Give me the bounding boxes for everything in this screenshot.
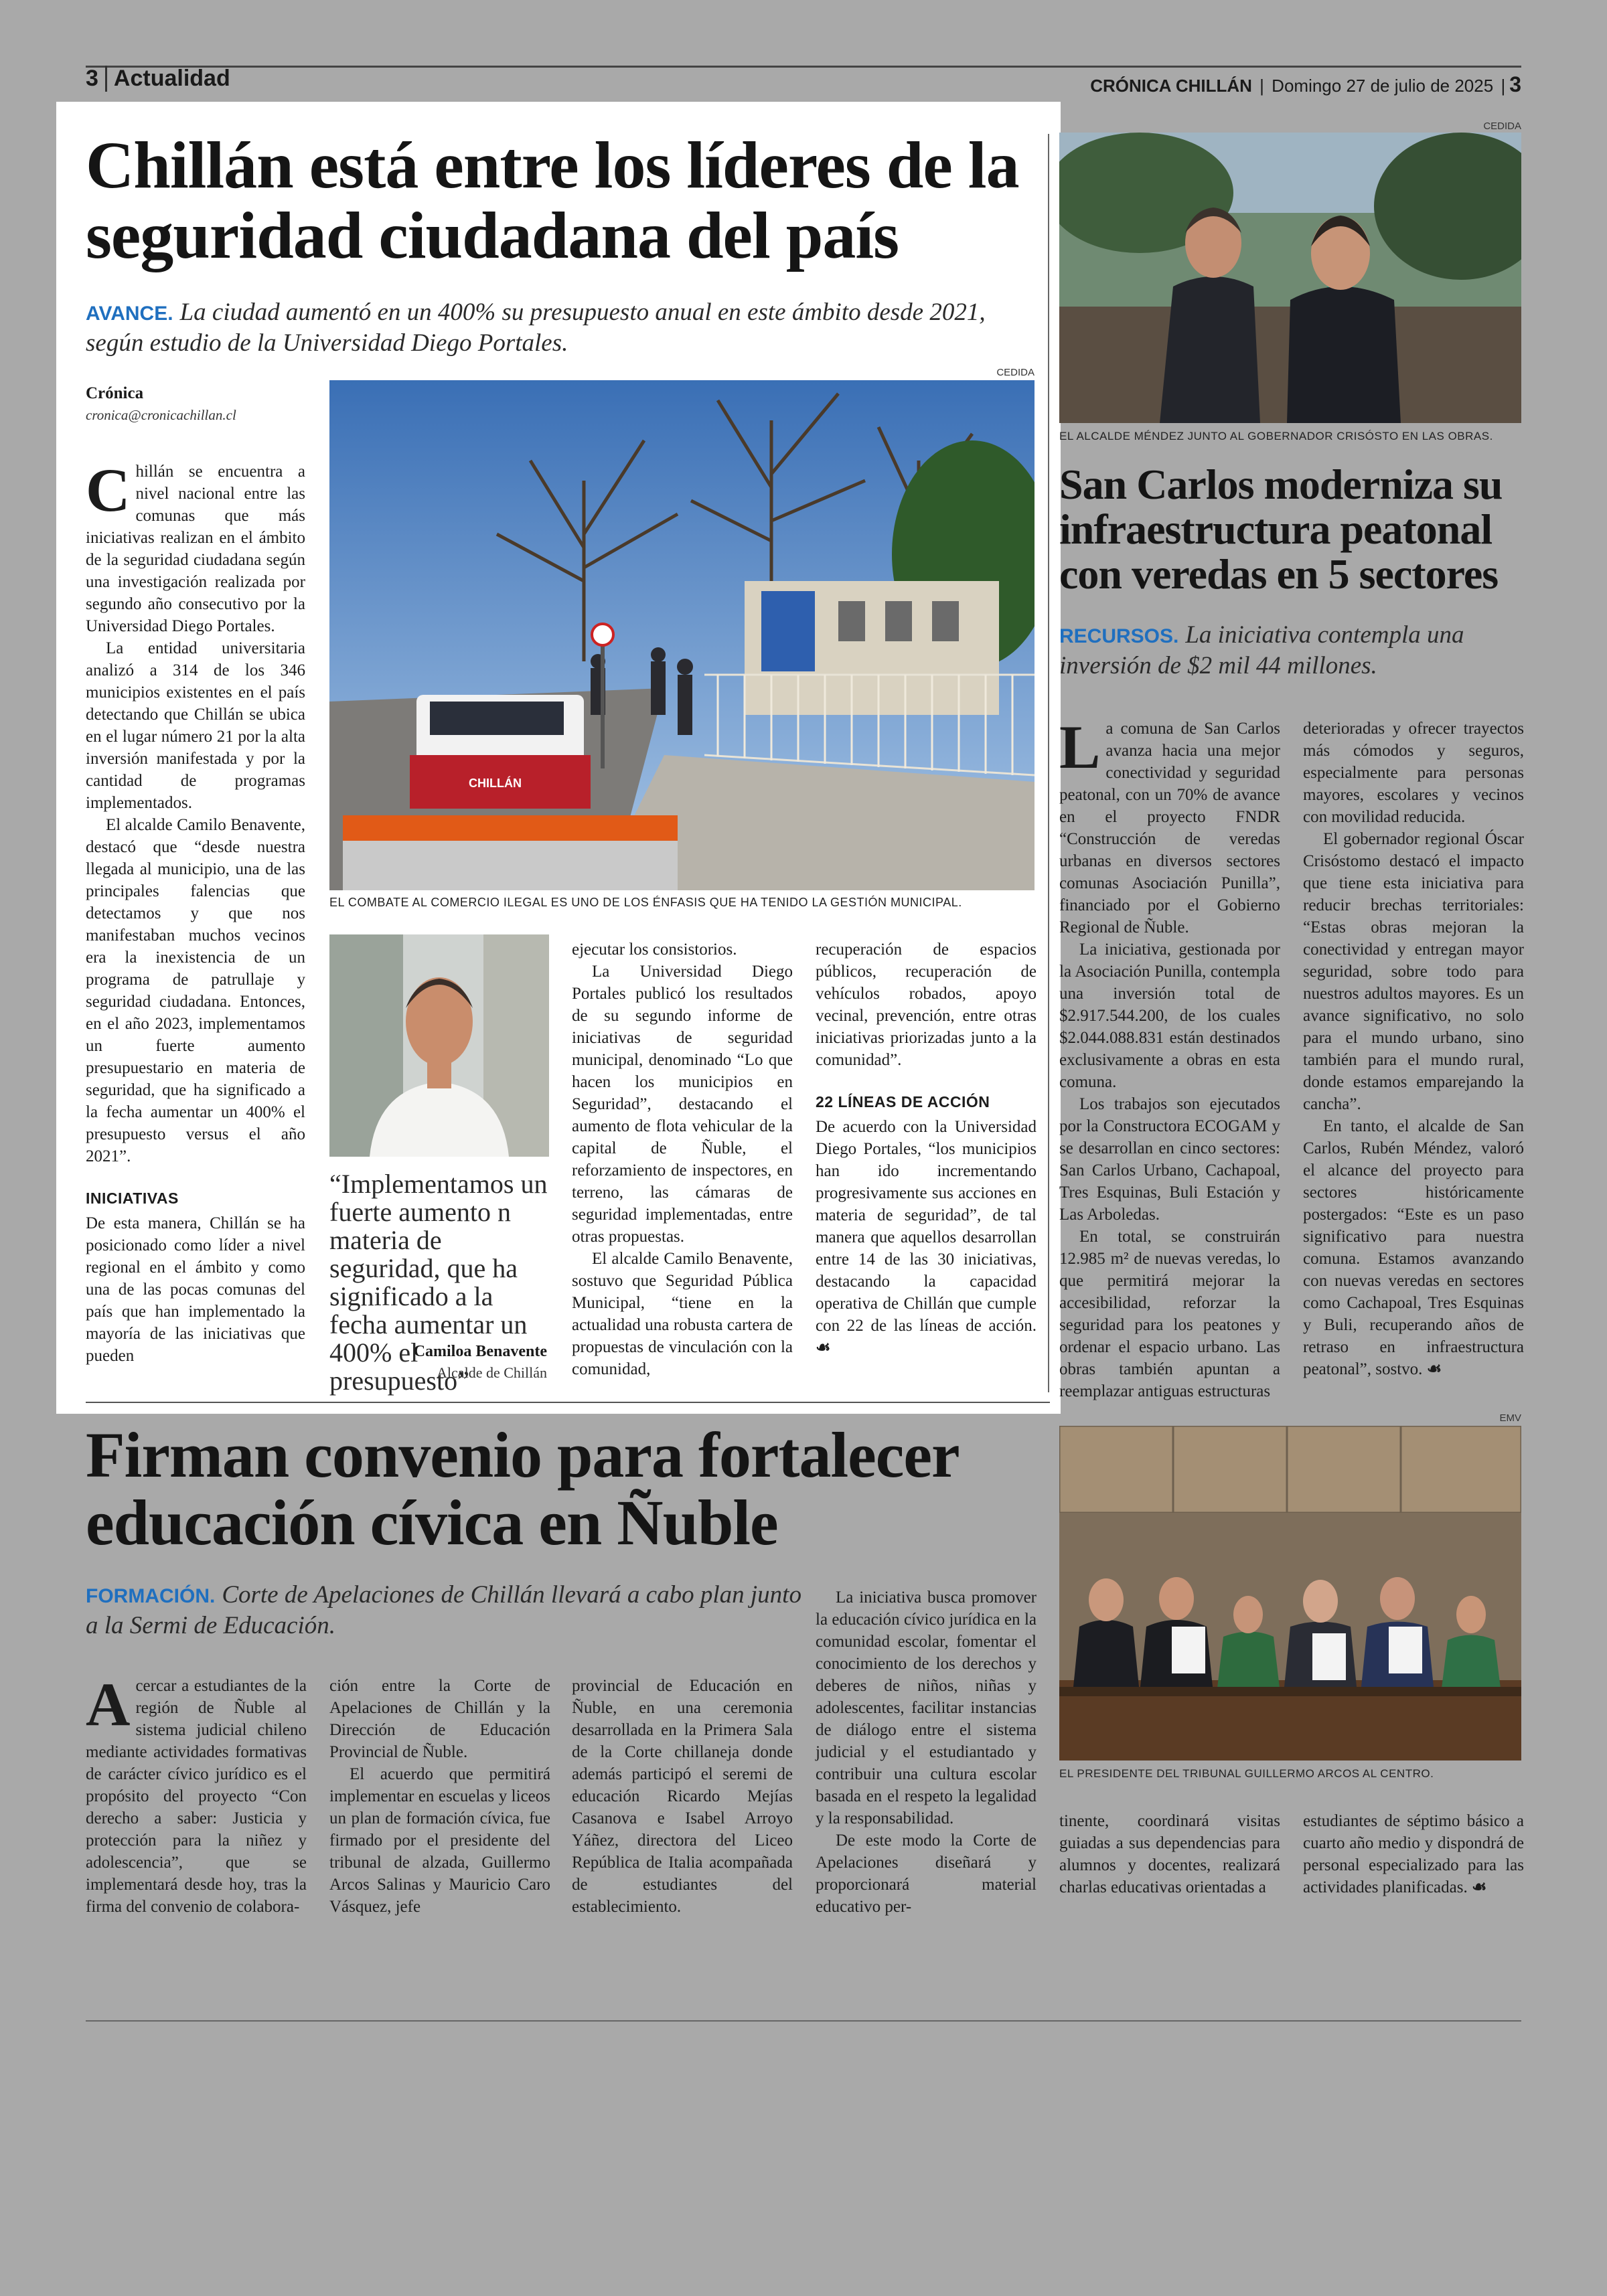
article2-paragraph: La iniciativa, gestionada por la Asociación Punilla, contempla una inversión total de $2.917.544.200, de los cuales $2.044.088.831 están destinados exclusivamente a obras en esta comuna. bbox=[1059, 940, 1280, 1091]
portrait-image bbox=[329, 934, 549, 1157]
article1-bottom-rule bbox=[86, 1402, 1050, 1403]
newspaper-name: CRÓNICA CHILLÁN bbox=[1090, 76, 1252, 96]
article1-paragraph: De esta manera, Chillán se ha posicionado como líder a nivel regional en el ámbito y como una de las pocas comunas del país que han implementado la mayoría de las iniciativas que pueden bbox=[86, 1214, 305, 1365]
page-bottom-rule bbox=[86, 2020, 1521, 2022]
article2-subhead-text: La iniciativa contempla una inversión de $2 mil 44 millones. bbox=[1059, 621, 1464, 680]
article3-photo[interactable] bbox=[1059, 1426, 1521, 1760]
article3-column-5 bbox=[1059, 1810, 1280, 1898]
article1-headline[interactable]: Chillán está entre los líderes de la seguridad ciudadana del país bbox=[86, 128, 1019, 272]
article1-right-rule bbox=[1048, 134, 1049, 1392]
article3-paragraph: provincial de Educación en Ñuble, en una ceremonia desarrollada en la Primera Sala de la Corte chillaneja donde además participó el seremi de educación Ricardo Mejías Casanova e Isabel Arroyo Yáñez, directora del Liceo República de Italia acompañada de estudiantes del establecimiento. bbox=[572, 1677, 793, 1916]
pull-quote-role: Alcalde de Chillán bbox=[437, 1364, 547, 1381]
article2-column-2 bbox=[1303, 718, 1524, 1380]
article1-paragraph: hillán se encuentra a nivel nacional entre las comunas que más iniciativas realizan en el ámbito de la seguridad ciudadana según una investigación realizada por segundo año consecutivo por la Universidad Diego Portales. bbox=[86, 463, 305, 635]
article3-photo-caption: EL PRESIDENTE DEL TRIBUNAL GUILLERMO ARCOS AL CENTRO. bbox=[1059, 1767, 1434, 1780]
article2-paragraph: deterioradas y ofrecer trayectos más cómodos y seguros, especialmente para personas mayores, escolares y vecinos con movilidad reducida. bbox=[1303, 720, 1524, 826]
article3-photo-credit: EMV bbox=[1499, 1412, 1521, 1424]
signing-ceremony-image bbox=[1059, 1426, 1521, 1760]
article3-kicker: FORMACIÓN. bbox=[86, 1585, 216, 1607]
article2-paragraph: En total, se construirán 12.985 m² de nuevas veredas, lo que permitirá mejorar la accesibilidad, reforzar la seguridad para los peatones y ordenar el espacio urbano. Las obras también apuntan a reemplazar antiguas estructuras bbox=[1059, 1228, 1280, 1400]
article2-paragraph: En tanto, el alcalde de San Carlos, Rubén Méndez, valoró el alcance del proyecto para sectores históricamente postergados: “Este es un paso significativo para nuestra comuna. Estamos avanzando con nuevas veredas en sectores como Cachapoal, Tres Esquinas y Buli, recuperando años de retraso en infraestructura peatonal”, sostvo. bbox=[1303, 1117, 1524, 1378]
article1-photo-credit: CEDIDA bbox=[996, 367, 1035, 378]
article1-subheading-lineas: 22 LÍNEAS DE ACCIÓN bbox=[816, 1093, 990, 1111]
issue-date: Domingo 27 de julio de 2025 bbox=[1272, 76, 1494, 96]
page-header-right: CRÓNICA CHILLÁN | Domingo 27 de julio de 2025 | 3 bbox=[1090, 72, 1521, 96]
article3-paragraph: De este modo la Corte de Apelaciones diseñará y proporcionará material educativo per- bbox=[816, 1831, 1037, 1916]
article1-paragraph: El alcalde Camilo Benavente, sostuvo que Seguridad Pública Municipal, “tiene en la actualidad una robusta cartera de propuestas de vinculación con la comunidad, bbox=[572, 1250, 793, 1378]
article1-subhead-text: La ciudad aumentó en un 400% su presupuesto anual en este ámbito desde 2021, según estudio de la Universidad Diego Portales. bbox=[86, 299, 986, 357]
article1-subhead bbox=[86, 297, 1037, 359]
article2-headline[interactable]: San Carlos moderniza su infraestructura peatonal con veredas en 5 sectores bbox=[1059, 461, 1503, 598]
officials-site-image bbox=[1059, 133, 1521, 423]
pull-quote-name: Camiloa Benavente bbox=[413, 1343, 547, 1360]
mayor-portrait[interactable] bbox=[329, 934, 549, 1157]
article1-drop-cap: C bbox=[86, 456, 131, 524]
article3-column-1 bbox=[86, 1670, 307, 1918]
article1-column-4 bbox=[816, 938, 1037, 1359]
article1-column-3 bbox=[572, 938, 793, 1380]
article3-column-6 bbox=[1303, 1810, 1524, 1898]
article2-photo-credit: CEDIDA bbox=[1483, 120, 1521, 132]
article3-paragraph: cercar a estudiantes de la región de Ñuble al sistema judicial chileno mediante actividades formativas de carácter cívico jurídico es el propósito del proyecto “Con derecho a saber: Justicia y protección para la niñez y adolescencia”, que se implementará desde hoy, tras la firma del convenio de colabora- bbox=[86, 1677, 307, 1916]
header-rule bbox=[86, 66, 1521, 68]
article3-column-4 bbox=[816, 1586, 1037, 1918]
section-name: Actualidad bbox=[113, 66, 230, 91]
article3-column-3 bbox=[572, 1675, 793, 1918]
article2-paragraph: El gobernador regional Óscar Crisóstomo destacó el impacto que tiene esta iniciativa para reducir brechas territoriales: “Estas obras mejoran la conectividad y entregan mayor seguridad, sobre todo para nuestros adultos mayores. Es un avance significativo, no solo para el mundo urbano, sino también para el mundo rural, donde estamos empareјando la cancha”. bbox=[1303, 830, 1524, 1113]
article1-paragraph: ejecutar los consistorios. bbox=[572, 940, 737, 959]
article2-drop-cap: L bbox=[1059, 713, 1101, 781]
article3-drop-cap: A bbox=[86, 1670, 131, 1738]
article1-paragraph: recuperación de espacios públicos, recuperación de vehículos robados, apoyo vecinal, prevención, entre otras iniciativas priorizadas junto a la comunidad”. bbox=[816, 940, 1037, 1069]
truck-label: CHILLÁN bbox=[469, 776, 522, 790]
article1-paragraph: La entidad universitaria analizó a 314 de los 346 municipios existentes en el país detectando que Chillán se ubica en el lugar número 21 por la alta inversión manifestada y por la cantidad de programas implementados. bbox=[86, 639, 305, 812]
article3-column-2 bbox=[329, 1675, 550, 1918]
article3-paragraph: ción entre la Corte de Apelaciones de Chillán y la Dirección de Educación Provincial de Ñuble. bbox=[329, 1677, 550, 1761]
article1-paragraph: De acuerdo con la Universidad Diego Portales, “los municipios han ido incrementando progresivamente sus acciones en materia de seguridad”, de tal manera que aquellos desarrollan entre 14 de las 30 iniciativas, destacando la capacidad operativa de Chillán que cumple con 22 de las líneas de acción. bbox=[816, 1118, 1037, 1335]
article2-kicker: RECURSOS. bbox=[1059, 625, 1179, 647]
article3-paragraph: estudiantes de séptimo básico a cuarto año medio y dispondrá de personal especializado para las actividades planificadas. bbox=[1303, 1812, 1524, 1896]
page-header-left bbox=[86, 66, 230, 92]
article3-subhead bbox=[86, 1580, 809, 1642]
article2-column-1 bbox=[1059, 713, 1280, 1402]
page-number-left: 3 bbox=[86, 66, 107, 92]
article1-subheading-iniciativas: INICIATIVAS bbox=[86, 1190, 179, 1207]
pull-quote: “Implementamos un fuerte aumento n materia de seguridad, que ha significado a la fecha aumentar un 400% el presupuesto” bbox=[329, 1169, 548, 1396]
end-mark-icon: ☙ bbox=[1471, 1878, 1487, 1896]
article3-headline[interactable]: Firman convenio para fortalecer educación cívica en Ñuble bbox=[86, 1419, 958, 1558]
article3-paragraph: El acuerdo que permitirá implementar en escuelas y liceos un plan de formación cívica, fue firmado por el presidente del tribunal de alzada, Guillermo Arcos Salinas y Mauricio Caro Vásquez, jefe bbox=[329, 1765, 550, 1916]
article2-subhead bbox=[1059, 620, 1528, 682]
article1-photo-caption: EL COMBATE AL COMERCIO ILEGAL ES UNO DE LOS ÉNFASIS QUE HA TENIDO LA GESTIÓN MUNICIPAL. bbox=[329, 896, 962, 909]
article1-paragraph: El alcalde Camilo Benavente, destacó que “desde nuestra llegada al municipio, una de las principales falencias que detectamos y que nos manifestaban muchos vecinos era la inexistencia de un programa de patrullaje y seguridad ciudadana. Entonces, en el año 2023, implementamos un fuerte aumento presupuestario en materia de seguridad, que ha significado a la fecha aumentar un 400% el presupuesto versus el año 2021”. bbox=[86, 816, 305, 1165]
article1-column-1 bbox=[86, 456, 305, 1367]
byline-email[interactable]: cronica@cronicachillan.cl bbox=[86, 407, 236, 423]
article1-kicker: AVANCE. bbox=[86, 303, 173, 325]
article1-photo[interactable] bbox=[329, 380, 1035, 890]
article2-paragraph: a comuna de San Carlos avanza hacia una mejor conectividad y seguridad peatonal, con un 70% de avance en el proyecto FNDR “Construcción de veredas urbanas en diversos sectores comunas Asociación Punilla”, financiado por el Gobierno Regional de Ñuble. bbox=[1059, 720, 1280, 936]
end-mark-icon: ☙ bbox=[1426, 1360, 1442, 1378]
article2-paragraph: Los trabajos son ejecutados por la Constructora ECOGAM y se desarrollan en cinco sectores: San Carlos Urbano, Cachapoal, Tres Esquinas, Buli Estación y Las Arboledas. bbox=[1059, 1095, 1280, 1224]
byline: Crónica bbox=[86, 384, 144, 402]
article3-paragraph: tinente, coordinará visitas guiadas a sus dependencias para alumnos y docentes, realizará charlas educativas orientadas a bbox=[1059, 1812, 1280, 1896]
article3-paragraph: La iniciativa busca promover la educación cívico jurídica en la comunidad escolar, fomentar el conocimiento de los derechos y deberes de niños, niñas y adolescentes, facilitar instancias de diálogo entre el sistema judicial y el estudiantado y contribuir una cultura escolar basada en el respeto la legalidad y la responsabilidad. bbox=[816, 1588, 1037, 1827]
street-scene-image bbox=[329, 380, 1035, 890]
page-number-right: 3 bbox=[1509, 72, 1521, 96]
article2-photo[interactable] bbox=[1059, 133, 1521, 423]
end-mark-icon: ☙ bbox=[816, 1338, 831, 1357]
article2-photo-caption: EL ALCALDE MÉNDEZ JUNTO AL GOBERNADOR CRISÓSTO EN LAS OBRAS. bbox=[1059, 430, 1493, 442]
article3-subhead-text: Corte de Apelaciones de Chillán llevará a cabo plan junto a la Sermi de Educación. bbox=[86, 1581, 801, 1640]
article1-paragraph: La Universidad Diego Portales publicó los resultados de su segundo informe de iniciativas de seguridad municipal, denominado “Lo que hacen los municipios en Seguridad”, destacando el aumento de flota vehicular de la capital de Ñuble, el reforzamiento de inspectores, en terreno, las cámaras de seguridad implementadas, entre otras propuestas. bbox=[572, 963, 793, 1246]
